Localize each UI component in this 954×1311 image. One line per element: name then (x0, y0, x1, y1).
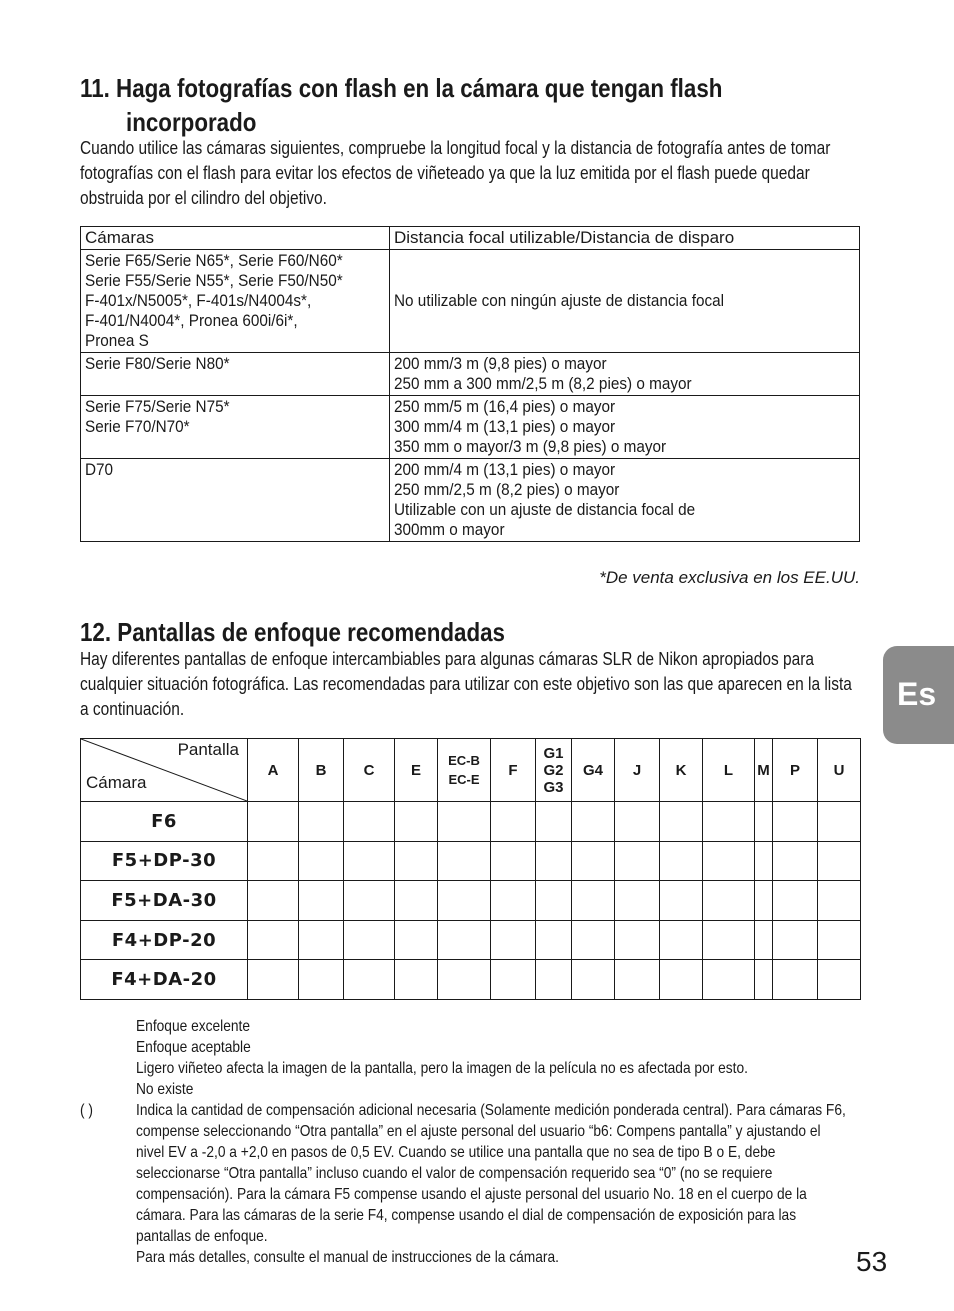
focusing-screen-table (80, 738, 861, 1000)
screen-col-l: L (703, 739, 755, 802)
table-cell (248, 881, 299, 921)
table-cell (818, 841, 861, 881)
table-cell (299, 960, 344, 1000)
table-row (81, 802, 861, 842)
legend (136, 1016, 850, 1100)
table-cell (755, 881, 773, 921)
table-cell (615, 960, 660, 1000)
camera-cell (81, 396, 390, 459)
table-row (81, 841, 861, 881)
screen-col-e: E (395, 739, 438, 802)
legend-acceptable: Enfoque aceptable (136, 1039, 251, 1056)
table-row (81, 920, 861, 960)
table-cell (773, 920, 818, 960)
camera-line: Serie F55/Serie N55*, Serie F50/N50* (85, 271, 343, 290)
table-cell (299, 881, 344, 921)
camera-line: Serie F75/Serie N75* (85, 397, 230, 416)
col-header-cameras: Cámaras (81, 227, 390, 250)
table-cell (660, 920, 703, 960)
section-11-title: 11. Haga fotografías con flash en la cámara que tengan flash (80, 73, 723, 103)
camera-row-label: F4+DP-20 (81, 920, 248, 960)
table-cell (773, 841, 818, 881)
screen-header-row (81, 739, 861, 802)
distance-line: 350 mm o mayor/3 m (9,8 pies) o mayor (394, 437, 667, 456)
table-cell (491, 802, 536, 842)
table-cell (438, 841, 491, 881)
table-cell (572, 881, 615, 921)
distance-cell (390, 353, 860, 396)
table-cell (344, 841, 395, 881)
screen-col-j: J (615, 739, 660, 802)
camera-row-label: F5+DP-30 (81, 841, 248, 881)
section-12-title: 12. Pantallas de enfoque recomendadas (80, 617, 506, 647)
legend-not-available: No existe (136, 1081, 194, 1098)
section-11-body: Cuando utilice las cámaras siguientes, compruebe la longitud focal y la distancia de fotografía antes de tomar fotografías con el flash para evitar los efectos de viñeteado ya que la luz emitida por el flash puede quedar obstruida por el cilindro del objetivo. (80, 138, 831, 208)
table-cell (438, 960, 491, 1000)
camera-line: Serie F65/Serie N65*, Serie F60/N60* (85, 251, 343, 270)
table-cell (248, 841, 299, 881)
screen-col-k: K (660, 739, 703, 802)
distance-line: 250 mm/2,5 m (8,2 pies) o mayor (394, 480, 620, 499)
table-cell (773, 960, 818, 1000)
distance-line: No utilizable con ningún ajuste de distancia focal (394, 291, 725, 310)
table-cell (344, 920, 395, 960)
table-cell (248, 960, 299, 1000)
us-only-footnote: *De venta exclusiva en los EE.UU. (599, 568, 860, 587)
section-11-title-cont: incorporado (126, 107, 257, 137)
table-row (81, 881, 861, 921)
table-row (81, 396, 860, 459)
table-cell (491, 920, 536, 960)
table-cell (773, 802, 818, 842)
screen-col-m: M (755, 739, 773, 802)
paren-symbol: ( ) (80, 1102, 93, 1119)
camera-row-label: F4+DA-20 (81, 960, 248, 1000)
screen-col-ec: EC-B EC-E (438, 739, 491, 802)
screen-col-b: B (299, 739, 344, 802)
corner-header (81, 739, 248, 802)
corner-label-camera: Cámara (86, 773, 147, 792)
compensation-note (136, 1100, 850, 1268)
distance-cell (390, 250, 860, 353)
table-header-row (81, 227, 860, 250)
table-cell (615, 881, 660, 921)
table-cell (572, 841, 615, 881)
legend-vignetting: Ligero viñeteo afecta la imagen de la pantalla, pero la imagen de la película no es afectada por esto. (136, 1060, 748, 1077)
table-cell (755, 960, 773, 1000)
camera-line: F-401/N4004*, Pronea 600i/6i*, (85, 311, 298, 330)
table-cell (395, 841, 438, 881)
screen-col-p: P (773, 739, 818, 802)
table-row (81, 459, 860, 542)
table-cell (755, 841, 773, 881)
camera-row-label: F5+DA-30 (81, 881, 248, 921)
table-cell (395, 881, 438, 921)
distance-line: 200 mm/3 m (9,8 pies) o mayor (394, 354, 607, 373)
camera-line: Pronea S (85, 331, 149, 350)
table-cell (491, 960, 536, 1000)
language-tab (883, 646, 954, 744)
table-cell (395, 960, 438, 1000)
camera-line: Serie F70/N70* (85, 417, 190, 436)
compensation-text: Indica la cantidad de compensación adicional necesaria (Solamente medición ponderada central). Para cámaras F6, compense seleccionando “Otra pantalla” en el ajuste personal del usuario “b6: Compens pantalla” y ajustando el nivel EV a -2,0 a +2,0 en pasos de 0,5 EV. Cuando se utilice una pantalla que no sea de tipo B o E, debe seleccionarse “Otra pantalla” incluso cuando el valor de compensación requerido sea “0” (no se requiere compensación). Para la cámara F5 compense usando el ajuste personal del usuario No. 18 en el cuerpo de la cámara. Para las cámaras de la serie F4, compense usando el dial de compensación de exposición para las pantallas de enfoque. (136, 1102, 846, 1245)
table-cell (572, 960, 615, 1000)
table-cell (615, 920, 660, 960)
screen-col-g4: G4 (572, 739, 615, 802)
distance-line: 300mm o mayor (394, 520, 505, 539)
table-cell (438, 802, 491, 842)
screen-col-f: F (491, 739, 536, 802)
closing-text: Para más detalles, consulte el manual de instrucciones de la cámara. (136, 1249, 559, 1266)
table-row (81, 960, 861, 1000)
table-cell (536, 920, 572, 960)
table-cell (572, 802, 615, 842)
table-cell (660, 841, 703, 881)
distance-cell (390, 459, 860, 542)
corner-label-screen: Pantalla (177, 740, 239, 759)
table-cell (703, 802, 755, 842)
table-cell (299, 920, 344, 960)
table-cell (395, 920, 438, 960)
table-cell (660, 960, 703, 1000)
camera-row-label: F6 (81, 802, 248, 842)
table-cell (703, 841, 755, 881)
table-cell (818, 920, 861, 960)
screen-col-g1-g3: G1 G2 G3 (536, 739, 572, 802)
distance-line: 200 mm/4 m (13,1 pies) o mayor (394, 460, 616, 479)
distance-line: 250 mm a 300 mm/2,5 m (8,2 pies) o mayor (394, 374, 692, 393)
camera-cell (81, 459, 390, 542)
table-cell (703, 920, 755, 960)
table-cell (660, 802, 703, 842)
table-cell (536, 841, 572, 881)
distance-line: 250 mm/5 m (16,4 pies) o mayor (394, 397, 616, 416)
table-cell (248, 920, 299, 960)
page-number: 53 (856, 1246, 888, 1277)
table-cell (438, 920, 491, 960)
table-cell (615, 841, 660, 881)
table-cell (438, 881, 491, 921)
table-cell (299, 841, 344, 881)
table-cell (491, 841, 536, 881)
table-cell (818, 960, 861, 1000)
screen-col-u: U (818, 739, 861, 802)
table-cell (344, 881, 395, 921)
table-cell (395, 802, 438, 842)
legend-excellent: Enfoque excelente (136, 1018, 250, 1035)
camera-cell (81, 353, 390, 396)
table-cell (755, 802, 773, 842)
camera-cell (81, 250, 390, 353)
table-cell (703, 881, 755, 921)
table-cell (536, 960, 572, 1000)
camera-focal-table (80, 226, 860, 542)
table-row (81, 353, 860, 396)
table-cell (615, 802, 660, 842)
table-cell (572, 920, 615, 960)
camera-line: Serie F80/Serie N80* (85, 354, 230, 373)
camera-line: F-401x/N5005*, F-401s/N4004s*, (85, 291, 312, 310)
section-12-body: Hay diferentes pantallas de enfoque intercambiables para algunas cámaras SLR de Nikon apropiados para cualquier situación fotográfica. Las recomendadas para utilizar con este objetivo son las que aparecen en la lista a continuación. (80, 649, 852, 719)
table-cell (344, 960, 395, 1000)
screen-col-c: C (344, 739, 395, 802)
table-cell (299, 802, 344, 842)
table-cell (536, 802, 572, 842)
table-cell (248, 802, 299, 842)
table-cell (773, 881, 818, 921)
col-header-distance: Distancia focal utilizable/Distancia de disparo (390, 227, 860, 250)
table-cell (755, 920, 773, 960)
table-cell (536, 881, 572, 921)
table-cell (491, 881, 536, 921)
screen-col-a: A (248, 739, 299, 802)
distance-cell (390, 396, 860, 459)
language-tab-label: Es (897, 676, 937, 712)
camera-line: D70 (85, 460, 114, 479)
distance-line: Utilizable con un ajuste de distancia focal de (394, 500, 696, 519)
table-cell (703, 960, 755, 1000)
table-cell (818, 881, 861, 921)
distance-line: 300 mm/4 m (13,1 pies) o mayor (394, 417, 616, 436)
table-cell (818, 802, 861, 842)
table-cell (344, 802, 395, 842)
table-row (81, 250, 860, 353)
table-cell (660, 881, 703, 921)
